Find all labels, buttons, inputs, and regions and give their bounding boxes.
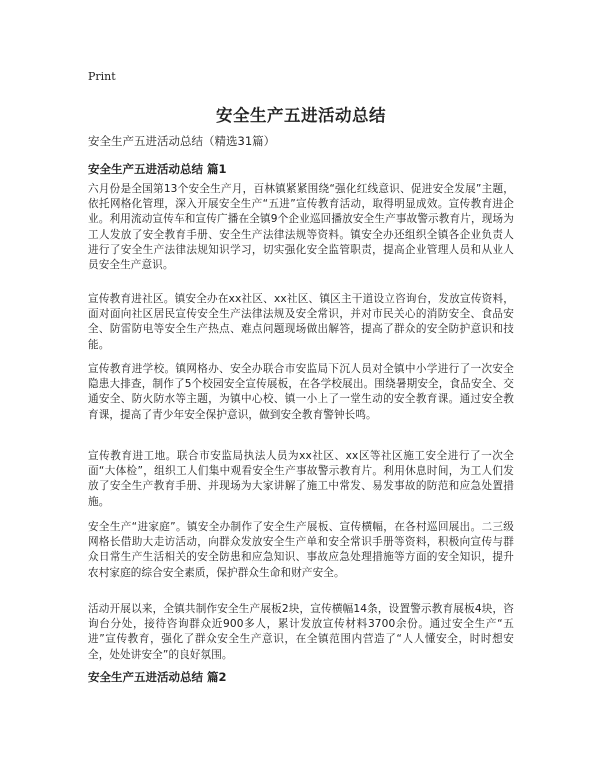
section-heading-2: 安全生产五进活动总结 篇2 — [88, 670, 227, 684]
section-1-paragraph-6: 活动开展以来，全镇共制作安全生产展板2块，宣传横幅14条，设置警示教育展板4块，咨询台分处，接待咨询群众近900多人，累计发放宣传材料3700余份。通过安全生产“五进”宣传教育，强化了群众安全生产意识，在全镇范围内营造了“人人懂安全，时时想安全，处处讲安全”的良好氛围。 — [88, 603, 514, 661]
section-heading-1: 安全生产五进活动总结 篇1 — [88, 162, 227, 176]
document-subtitle: 安全生产五进活动总结（精选31篇） — [88, 134, 276, 148]
section-1-paragraph-1: 六月份是全国第13个安全生产月，百林镇紧紧围绕“强化红线意识、促进安全发展”主题，依托网格化管理，深入开展安全生产“五进”宣传教育活动，取得明显成效。宣传教育进企业。利用流动宣传车和宣传广播在全镇9个企业巡回播放安全生产事故警示教育片，现场为工人发放了安全教育手册、安全生产法律法规等资料。镇安全办还组织全镇各企业负责人进行了安全生产法律法规知识学习，切实强化安全监管职责，提高企业管理人员和从业人员安全生产意识。 — [88, 183, 514, 272]
section-1-paragraph-2: 宣传教育进社区。镇安全办在xx社区、xx社区、镇区主干道设立咨询台，发放宣传资料，面对面向社区居民宣传安全生产法律法规及安全常识，并对市民关心的消防安全、食品安全、防雷防电等安全生产热点、难点问题现场做出解答，提高了群众的安全防护意识和技能。 — [88, 293, 514, 351]
print-link[interactable]: Print — [88, 70, 116, 83]
section-1-paragraph-5: 安全生产“进家庭”。镇安全办制作了安全生产展板、宣传横幅，在各村巡回展出。二三级网格长借助大走访活动，向群众发放安全生产单和安全常识手册等资料，积极向宣传与群众日常生产生活相关的安全防患和应急知识、事故应急处理措施等方面的安全知识，提升农村家庭的综合安全素质，保护群众生命和财产安全。 — [88, 521, 514, 579]
document-title: 安全生产五进活动总结 — [216, 106, 386, 125]
section-1-paragraph-3: 宣传教育进学校。镇网格办、安全办联合市安监局下沉人员对全镇中小学进行了一次安全隐患大排查，制作了5个校园安全宣传展板，在各学校展出。围绕暑期安全，食品安全、交通安全、防火防水等主题，为镇中心校、镇一小上了一堂生动的安全教育课。通过安全教育课，提高了青少年安全保护意识，做到安全教育警钟长鸣。 — [88, 363, 514, 421]
section-1-paragraph-4: 宣传教育进工地。联合市安监局执法人员为xx社区、xx区等社区施工安全进行了一次全面“大体检”，组织工人们集中观看安全生产事故警示教育片。利用休息时间，为工人们发放了安全生产教育手册、并现场为大家讲解了施工中常发、易发事故的防范和应急处置措施。 — [88, 450, 514, 508]
